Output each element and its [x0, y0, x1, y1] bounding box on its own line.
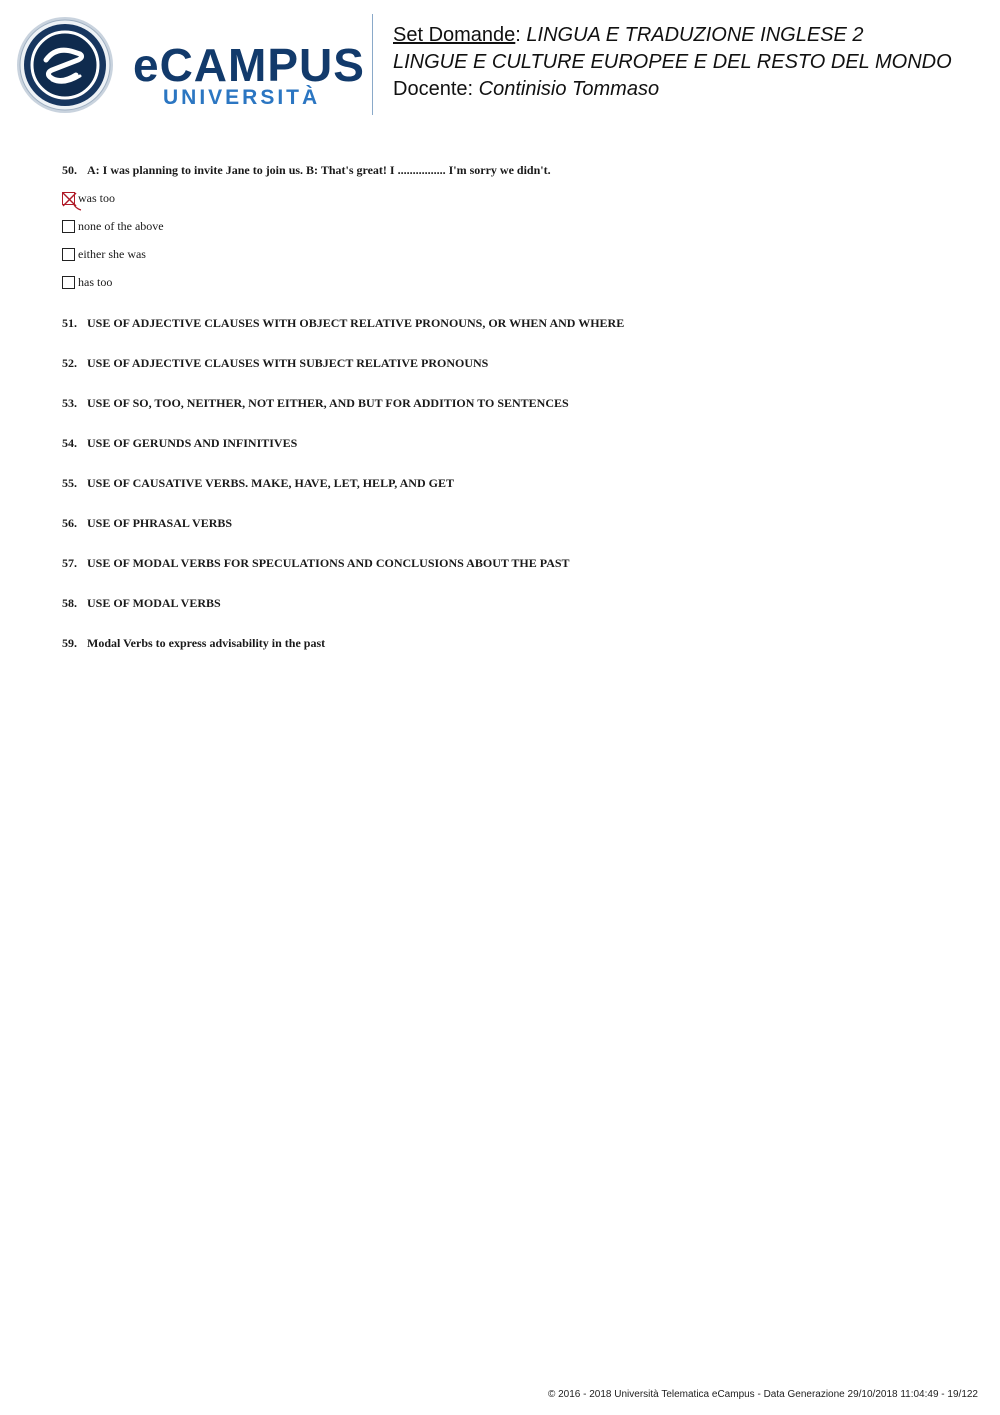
question-text: USE OF MODAL VERBS [87, 596, 221, 610]
question-55 [62, 475, 962, 491]
question-text: USE OF MODAL VERBS FOR SPECULATIONS AND CONCLUSIONS ABOUT THE PAST [87, 556, 570, 570]
question-57 [62, 555, 962, 571]
checked-checkbox[interactable] [62, 192, 75, 205]
question-text: Modal Verbs to express advisability in the past [87, 636, 326, 650]
teacher-name: Continisio Tommaso [478, 78, 660, 100]
question-text: USE OF ADJECTIVE CLAUSES WITH OBJECT RELATIVE PRONOUNS, OR WHEN AND WHERE [87, 316, 625, 330]
checkbox[interactable] [62, 248, 75, 261]
answer-options [62, 189, 962, 291]
question-number: 59. [62, 636, 77, 650]
question-text: USE OF GERUNDS AND INFINITIVES [87, 436, 298, 450]
check-x-icon [62, 192, 82, 212]
question-number: 55. [62, 476, 77, 490]
question-text: USE OF PHRASAL VERBS [87, 516, 233, 530]
question-text: USE OF CAUSATIVE VERBS. MAKE, HAVE, LET, HELP, AND GET [87, 476, 454, 490]
question-text: A: I was planning to invite Jane to join us. B: That's great! I ................ I'm sorry we didn't. [87, 163, 551, 177]
option-either-she-was[interactable] [62, 245, 962, 263]
question-51 [62, 315, 962, 331]
question-50 [62, 162, 962, 178]
question-56 [62, 515, 962, 531]
set-line [393, 22, 952, 49]
header-divider [372, 14, 373, 115]
question-52 [62, 355, 962, 371]
seal-graphic [16, 16, 114, 114]
page-footer: © 2016 - 2018 Università Telematica eCampus - Data Generazione 29/10/2018 11:04:49 - 19/122 [547, 1389, 978, 1400]
brand-subtitle: UNIVERSITÀ [163, 86, 321, 109]
question-number: 53. [62, 396, 77, 410]
option-has-too[interactable] [62, 273, 962, 291]
header-info [393, 22, 952, 103]
teacher-line [393, 76, 952, 103]
course-title: LINGUA E TRADUZIONE INGLESE 2 [526, 24, 864, 46]
question-54 [62, 435, 962, 451]
ecampus-seal-logo [16, 16, 114, 114]
checkbox[interactable] [62, 276, 75, 289]
option-was-too[interactable] [62, 189, 962, 207]
question-number: 56. [62, 516, 77, 530]
question-number: 58. [62, 596, 77, 610]
teacher-label: Docente: [393, 78, 474, 100]
question-number: 50. [62, 163, 77, 177]
option-label: was too [78, 190, 115, 205]
ecampus-wordmark [133, 39, 365, 112]
question-text: USE OF ADJECTIVE CLAUSES WITH SUBJECT RELATIVE PRONOUNS [87, 356, 489, 370]
checkbox[interactable] [62, 220, 75, 233]
question-59 [62, 635, 962, 651]
question-number: 57. [62, 556, 77, 570]
option-label: none of the above [78, 218, 164, 233]
question-list [62, 162, 962, 651]
set-separator: : [515, 24, 521, 46]
question-number: 54. [62, 436, 77, 450]
option-label: either she was [78, 246, 146, 261]
question-58 [62, 595, 962, 611]
question-53 [62, 395, 962, 411]
question-number: 52. [62, 356, 77, 370]
option-none-of-the-above[interactable] [62, 217, 962, 235]
brand-name: eCAMPUS [133, 39, 365, 91]
program-name: LINGUE E CULTURE EUROPEE E DEL RESTO DEL MONDO [393, 51, 952, 73]
question-number: 51. [62, 316, 77, 330]
option-label: has too [78, 274, 113, 289]
set-label: Set Domande [393, 24, 516, 46]
open-questions [62, 315, 962, 651]
question-text: USE OF SO, TOO, NEITHER, NOT EITHER, AND BUT FOR ADDITION TO SENTENCES [87, 396, 569, 410]
